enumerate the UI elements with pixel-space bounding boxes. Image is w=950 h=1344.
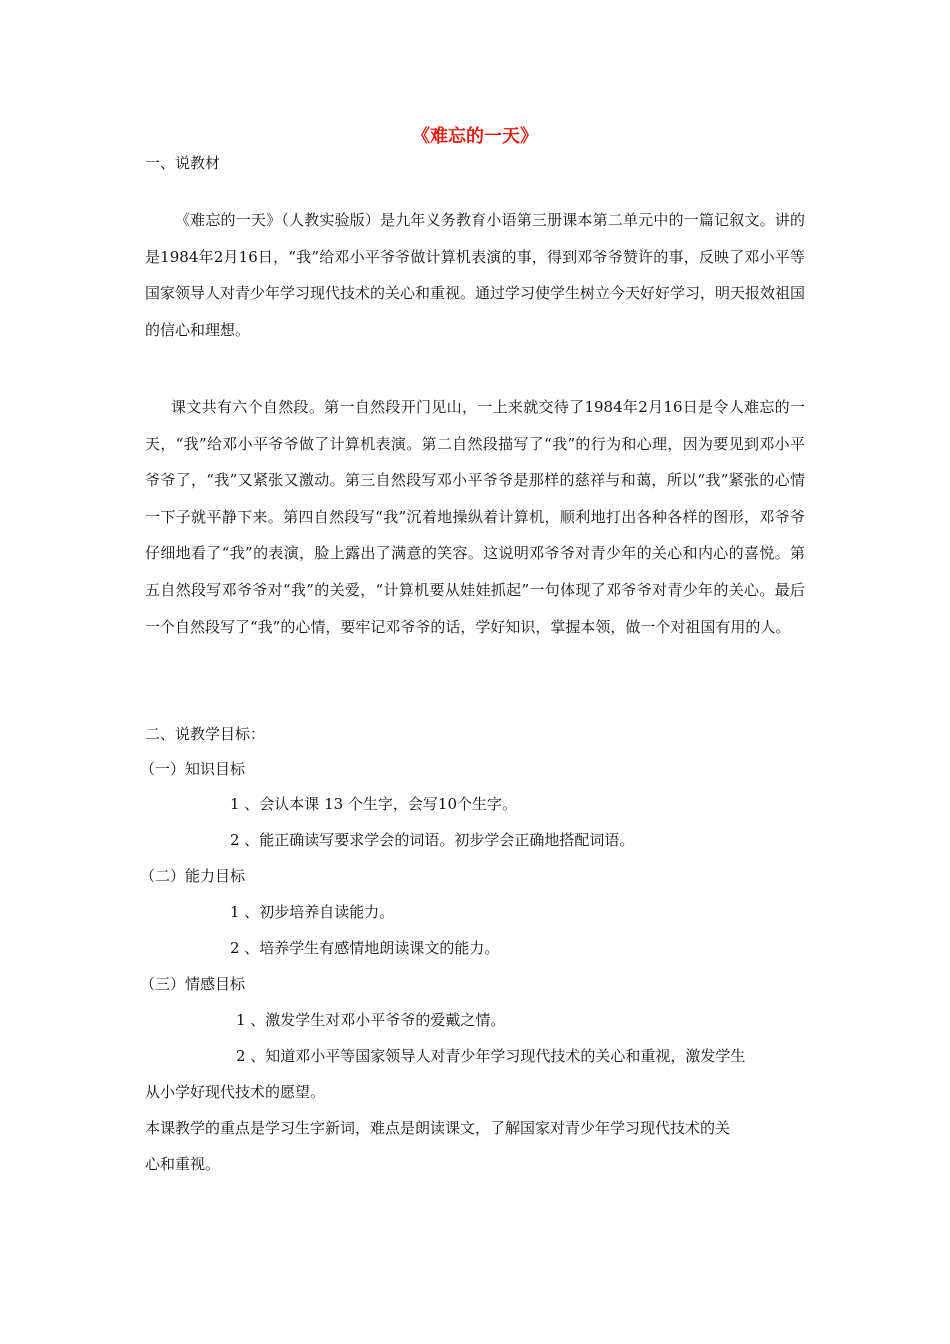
paragraph-text-introduction: 《难忘的一天》（人教实验版）是九年义务教育小语第三册课本第二单元中的一篇记叙文。讲的是1984年2月16日，“我”给邓小平爷爷做计算机表演的事，得到邓爷爷赞许的事，反映了邓小平等国家领导人对青少年学习现代技术的关心和重视。通过学习使学生树立今天好好学习，明天报效祖国的信心和理想。 [145,211,806,339]
key-points-line: 心和重视。 [145,1155,221,1173]
knowledge-goal-item: 2 、能正确读写要求学会的词语。初步学会正确地搭配词语。 [230,831,635,849]
ability-goal-item: 2 、培养学生有感情地朗读课文的能力。 [230,939,500,957]
subheading-ability-goals: （二）能力目标 [140,867,246,885]
subheading-emotion-goals: （三）情感目标 [140,975,246,993]
emotion-goal-item: 2 、知道邓小平等国家领导人对青少年学习现代技术的关心和重视，激发学生 [236,1047,746,1065]
knowledge-goal-item: 1 、会认本课 13 个生字，会写10个生字。 [230,795,518,813]
ability-goal-item: 1 、初步培养自读能力。 [230,903,395,921]
section-heading-teaching-material: 一、说教材 [145,154,221,172]
section-heading-teaching-goals: 二、说教学目标： [145,725,266,743]
emotion-goal-item-continuation: 从小学好现代技术的愿望。 [145,1083,326,1101]
document-title: 《难忘的一天》 [412,126,538,147]
emotion-goal-item: 1 、激发学生对邓小平爷爷的爱戴之情。 [236,1011,506,1029]
paragraph-text-structure: 课文共有六个自然段。第一自然段开门见山，一上来就交待了1984年2月16日是令人难忘的一天，“我”给邓小平爷爷做了计算机表演。第二自然段描写了“我”的行为和心理，因为要见到邓小平爷爷了，“我”又紧张又激动。第三自然段写邓小平爷爷是那样的慈祥与和蔼，所以“我”紧张的心情一下子就平静下来。第四自然段写“我”沉着地操纵着计算机，顺利地打出各种各样的图形，邓爷爷仔细地看了“我”的表演，脸上露出了满意的笑容。这说明邓爷爷对青少年的关心和内心的喜悦。第五自然段写邓爷爷对“我”的关爱，“计算机要从娃娃抓起”一句体现了邓爷爷对青少年的关心。最后一个自然段写了“我”的心情，要牢记邓爷爷的话，学好知识，掌握本领，做一个对祖国有用的人。 [145,398,805,636]
key-points-line: 本课教学的重点是学习生字新词，难点是朗读课文，了解国家对青少年学习现代技术的关 [145,1119,731,1137]
subheading-knowledge-goals: （一）知识目标 [140,760,246,778]
